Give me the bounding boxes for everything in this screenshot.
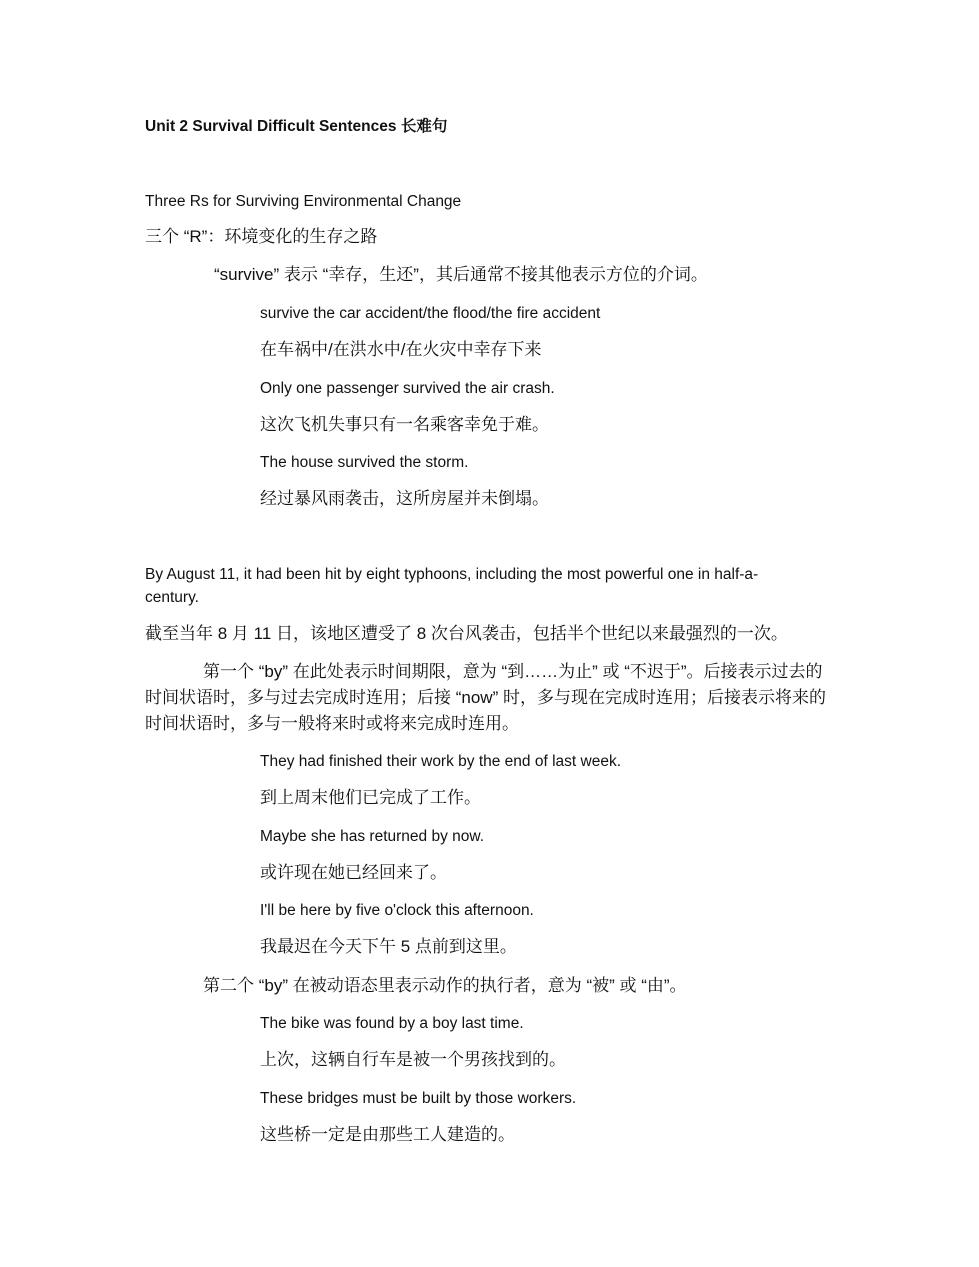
grammar-note: 第一个 “by” 在此处表示时间期限，意为 “到……为止” 或 “不迟于”。后接表示过去的时间状语时，多与过去完成时连用；后接 “now” 时，多与现在完成时连用；后接表示将来的时间状语时，多与一般将来时或将来完成时连用。 (145, 662, 826, 733)
example-zh: 这次飞机失事只有一名乘客幸免于难。 (260, 415, 549, 434)
example-en: Maybe she has returned by now. (260, 828, 485, 845)
sentence-zh: 截至当年 8 月 11 日，该地区遭受了 8 次台风袭击，包括半个世纪以来最强烈的一次。 (145, 624, 788, 643)
example-en: These bridges must be built by those workers. (260, 1090, 577, 1107)
example-zh: 在车祸中/在洪水中/在火灾中幸存下来 (260, 340, 542, 359)
example-en: They had finished their work by the end of last week. (260, 753, 622, 770)
example-en: The house survived the storm. (260, 454, 469, 471)
example-zh: 这些桥一定是由那些工人建造的。 (260, 1125, 515, 1144)
sentence-zh: 三个 “R”：环境变化的生存之路 (145, 227, 378, 246)
example-en: I'll be here by five o'clock this afternoon. (260, 902, 534, 919)
grammar-note: 第二个 “by” 在被动语态里表示动作的执行者，意为 “被” 或 “由”。 (203, 976, 687, 995)
sentence-en: By August 11, it had been hit by eight typhoons, including the most powerful one in half-a- (145, 566, 759, 583)
example-zh: 到上周末他们已完成了工作。 (260, 788, 481, 807)
example-en: The bike was found by a boy last time. (260, 1015, 524, 1032)
example-zh: 我最迟在今天下午 5 点前到这里。 (260, 937, 517, 956)
grammar-note: “survive” 表示 “幸存，生还”，其后通常不接其他表示方位的介词。 (214, 265, 708, 284)
sentence-en-continued: century. (145, 589, 199, 606)
example-en: Only one passenger survived the air crash. (260, 380, 555, 397)
sentence-en: Three Rs for Surviving Environmental Change (145, 193, 462, 210)
example-zh: 上次，这辆自行车是被一个男孩找到的。 (260, 1050, 566, 1069)
example-en: survive the car accident/the flood/the fire accident (260, 305, 601, 322)
example-zh: 或许现在她已经回来了。 (260, 863, 447, 882)
example-zh: 经过暴风雨袭击，这所房屋并未倒塌。 (260, 489, 549, 508)
document-title: Unit 2 Survival Difficult Sentences 长难句 (145, 118, 448, 135)
